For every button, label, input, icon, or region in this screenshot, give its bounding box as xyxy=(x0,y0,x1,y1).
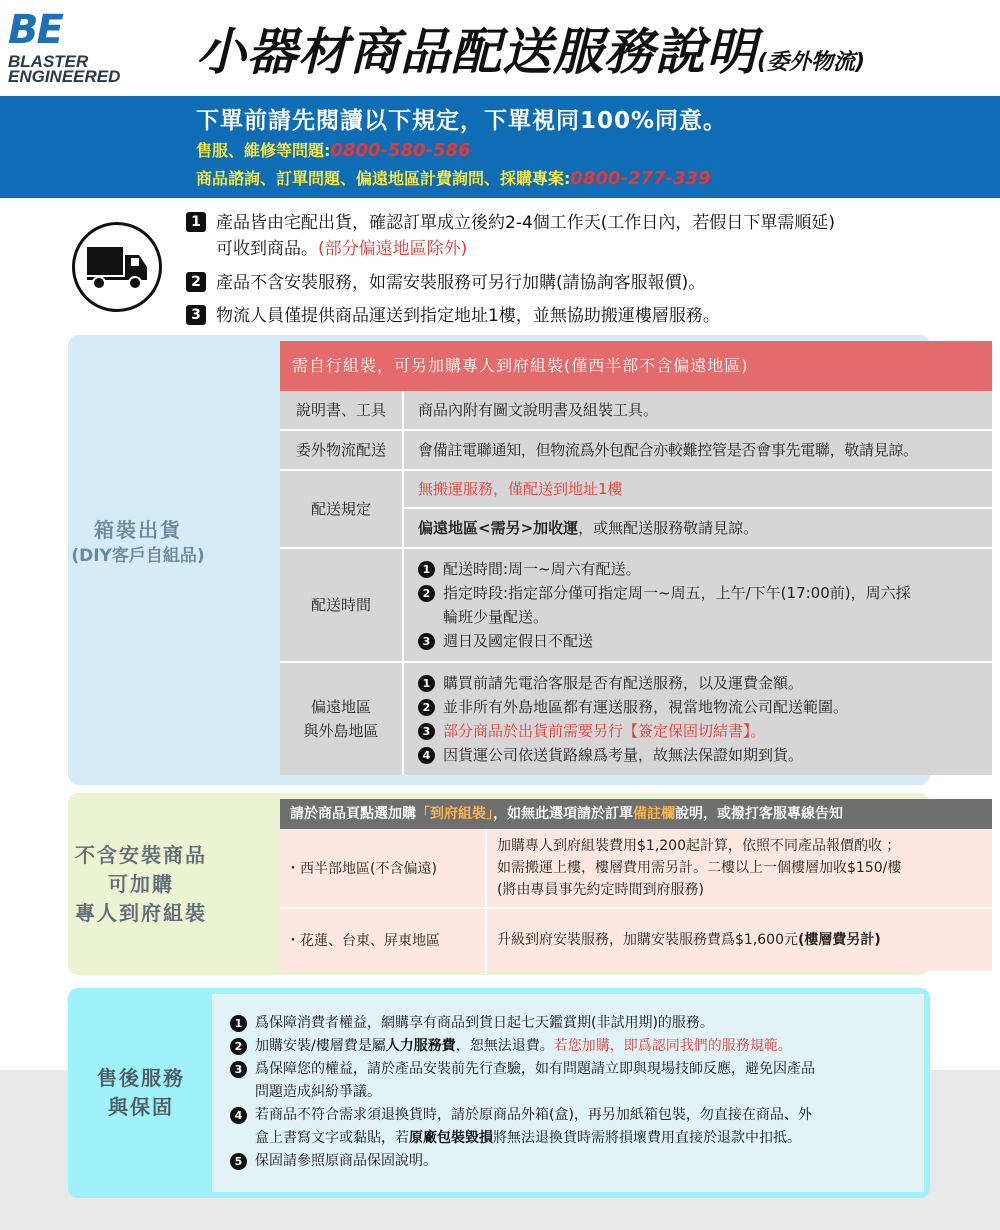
table-row: 配送時間 1 配送時間:周一~周六有配送。 2 指定時段:指定部分僅可指定周一~周五，上午/下午(17:00前)，周六採 輪班少量配送。 3 週日及國定假日不配送 xyxy=(280,549,992,663)
rule-1: 1 產品皆由宅配出貨，確認訂單成立後約2-4個工作天(工作日內，若假日下單需順延) 可收到商品。(部分偏遠地區除外) xyxy=(186,210,835,262)
page-header xyxy=(0,0,1000,96)
list-item: 3 爲保障您的權益，請於產品安裝前先行查驗，如有問題請立即與現場技師反應，避免因產品 問題造成糾紛爭議。 xyxy=(230,1058,924,1104)
warranty-section xyxy=(68,988,930,1198)
warranty-list xyxy=(212,994,924,1192)
number-badge: 2 xyxy=(186,272,206,292)
list-item: 4 若商品不符合需求須退換貨時，請於原商品外箱(盒)，再另加紙箱包裝，勿直接在商品、外 盒上書寫文字或黏貼，若原廠包裝毀損將無法退換貨時需將損壞費用直接於退款中扣抵。 xyxy=(230,1104,924,1150)
brand-logo xyxy=(8,7,188,86)
table-header: 請於商品頁點選加購「到府組裝」，如無此選項請於訂單備註欄說明，或撥打客服專線告知 xyxy=(280,799,992,829)
shipping-box-section xyxy=(68,335,930,785)
service-hotline: 售服、維修等問題:0800-580-586 xyxy=(196,140,471,161)
install-table xyxy=(280,799,992,971)
list-item: 2 加購安裝/樓層費是屬人力服務費，恕無法退費。若您加購，即爲認同我們的服務規範。 xyxy=(230,1035,924,1058)
list-item: 1 爲保障消費者權益，網購享有商品到貨日起七天鑑賞期(非試用期)的服務。 xyxy=(230,1012,924,1035)
shipping-table xyxy=(280,341,992,775)
number-badge: 3 xyxy=(186,305,206,325)
list-item: 4 因貨運公司依送貨路線爲考量，故無法保證如期到貨。 xyxy=(418,743,992,767)
list-item: 2 並非所有外島地區都有運送服務，視當地物流公司配送範圍。 xyxy=(418,695,992,719)
service-phone[interactable]: 0800-580-586 xyxy=(330,140,471,161)
number-badge: 1 xyxy=(186,212,206,232)
truck-icon xyxy=(72,222,162,312)
section-label: 不含安裝商品 可加購 專人到府組裝 xyxy=(75,843,207,925)
notice-banner xyxy=(0,96,1000,198)
table-header: 需自行組裝，可另加購專人到府組裝(僅西半部不含偏遠地區) xyxy=(280,341,992,391)
inquiry-phone[interactable]: 0800-277-339 xyxy=(570,168,711,189)
install-section xyxy=(68,793,930,975)
list-item: 1 購買前請先電洽客服是否有配送服務，以及運費金額。 xyxy=(418,671,992,695)
table-row: 偏遠地區 與外島地區 1 購買前請先電洽客服是否有配送服務，以及運費金額。 2 並非所有外島地區都有運送服務，視當地物流公司配送範圍。 3 部分商品於出貨前需要另行【簽定保固切結書】。 4 因貨運公司依送貨路線爲考量，故無法保證如期到貨。 xyxy=(280,663,992,775)
section-label: 箱裝出貨 (DIY客戶自組品) xyxy=(71,518,205,566)
page-title: 小器材商品配送服務說明(委外物流) xyxy=(196,23,866,81)
inquiry-hotline: 商品諮詢、訂單問題、偏遠地區計費詢問、採購專案:0800-277-339 xyxy=(196,168,711,189)
rule-2: 2 產品不含安裝服務，如需安裝服務可另行加購(請協詢客服報價)。 xyxy=(186,270,705,296)
list-item: 2 指定時段:指定部分僅可指定周一~周五，上午/下午(17:00前)，周六採 xyxy=(418,581,992,605)
list-item: 1 配送時間:周一~周六有配送。 xyxy=(418,557,992,581)
section-label: 售後服務 與保固 xyxy=(97,1066,185,1119)
table-row: 說明書、工具 商品內附有圖文說明書及組裝工具。 xyxy=(280,391,992,431)
rule-3: 3 物流人員僅提供商品運送到指定地址1樓，並無協助搬運樓層服務。 xyxy=(186,303,720,329)
table-row: ・花蓮、台東、屏東地區 升級到府安裝服務，加購安裝服務費爲$1,600元(樓層費另計) xyxy=(280,909,992,971)
table-row: ・西半部地區(不含偏遠) 加購專人到府組裝費用$1,200起計算，依照不同產品報價酌收 ； 如需搬運上樓，樓層費用需另計。二樓以上一個樓層加收$150/樓 (將由專員事先約定時間到府服務) xyxy=(280,829,992,909)
logo-text: BLASTER ENGINEERED xyxy=(8,52,121,86)
logo-mark: BE xyxy=(8,7,62,53)
list-item: 5 保固請參照原商品保固說明。 xyxy=(230,1150,924,1173)
list-item: 3 週日及國定假日不配送 xyxy=(418,629,992,653)
table-row: 配送規定 無搬運服務，僅配送到地址1樓 偏遠地區<需另>加收運 ，或無配送服務敬請見諒。 xyxy=(280,471,992,549)
list-item: 3 部分商品於出貨前需要另行【簽定保固切結書】。 xyxy=(418,719,992,743)
notice-headline: 下單前請先閱讀以下規定，下單視同100%同意。 xyxy=(196,108,728,134)
table-row: 委外物流配送 會備註電聯通知，但物流爲外包配合亦較難控管是否會事先電聯，敬請見諒。 xyxy=(280,431,992,471)
